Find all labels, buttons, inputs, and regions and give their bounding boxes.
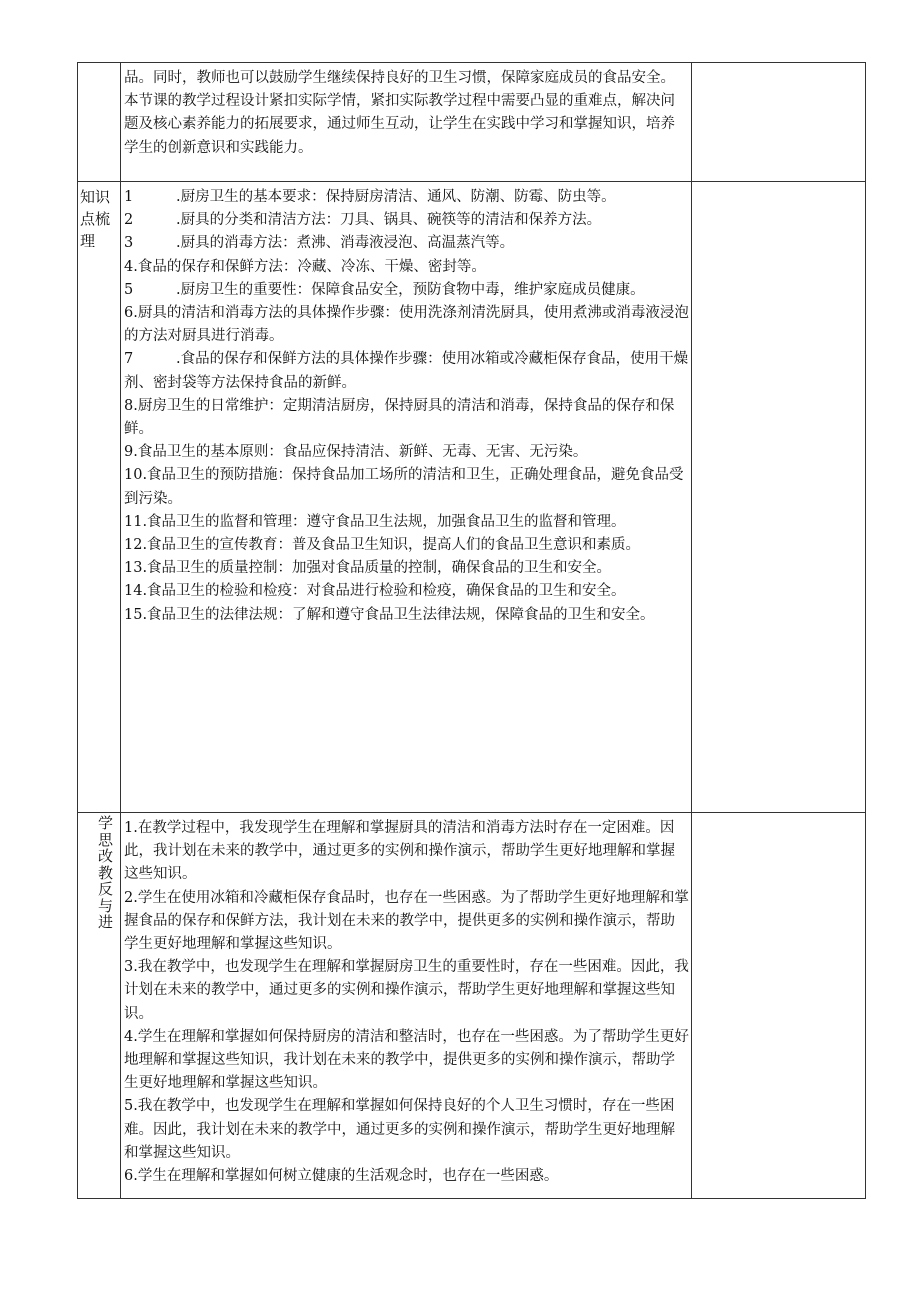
knowledge-item-text: 12.食品卫生的宣传教育：普及食品卫生知识，提高人们的食品卫生意识和素质。	[124, 537, 641, 554]
knowledge-item-text: 10.食品卫生的预防措施：保持食品加工场所的清洁和卫生，正确处理食品，避免食品受到污染。	[124, 467, 684, 507]
reflection-content-cell	[121, 813, 692, 1199]
knowledge-notes-cell	[692, 182, 866, 813]
knowledge-item-number: 2	[124, 212, 134, 229]
continuation-label-cell	[78, 63, 121, 182]
knowledge-item-text: 6.厨具的清洁和消毒方法的具体操作步骤：使用洗涤剂清洗厨具，使用煮沸或消毒液浸泡的方法对厨具进行消毒。	[124, 305, 689, 345]
knowledge-item	[124, 557, 689, 580]
reflection-label-cell	[78, 813, 121, 1199]
knowledge-item-text: .厨房卫生的基本要求：保持厨房清洁、通风、防潮、防霉、防虫等。	[176, 189, 616, 205]
reflection-item: 5.我在教学中，也发现学生在理解和掌握如何保持良好的个人卫生习惯时，存在一些困难。因此，我计划在未来的教学中，通过更多的实例和操作演示，帮助学生更好地理解和掌握这些知识。	[124, 1098, 675, 1161]
knowledge-item-text: .厨具的分类和清洁方法：刀具、锅具、碗筷等的清洁和保养方法。	[176, 212, 602, 229]
knowledge-item	[124, 534, 689, 557]
continuation-paragraph: 本节课的教学过程设计紧扣实际学情，紧扣实际教学过程中需要凸显的重难点，解决问题及核心素养能力的拓展要求，通过师生互动，让学生在实践中学习和掌握知识，培养学生的创新意识和实践能力。	[124, 93, 675, 156]
knowledge-item-text: 15.食品卫生的法律法规：了解和遵守食品卫生法律法规，保障食品的卫生和安全。	[124, 606, 655, 623]
reflection-notes-cell	[692, 813, 866, 1199]
knowledge-item-text: 4.食品的保存和保鲜方法：冷藏、冷冻、干燥、密封等。	[124, 258, 486, 275]
knowledge-item-number: 7	[124, 351, 134, 368]
knowledge-item-text: .厨具的消毒方法：煮沸、消毒液浸泡、高温蒸汽等。	[176, 235, 515, 252]
reflection-item: 6.学生在理解和掌握如何树立健康的生活观念时，也存在一些困惑。	[124, 1168, 559, 1185]
continuation-content-cell	[121, 63, 692, 182]
knowledge-label: 知识点梳理	[80, 188, 111, 250]
reflection-item: 4.学生在理解和掌握如何保持厨房的清洁和整洁时，也存在一些困惑。为了帮助学生更好地理解和掌握这些知识，我计划在未来的教学中，提供更多的实例和操作演示，帮助学生更好地理解和掌握这些知识。	[124, 1028, 689, 1092]
knowledge-item-text: .食品的保存和保鲜方法的具体操作步骤：使用冰箱或冷藏柜保存食品，使用干燥剂、密封袋等方法保持食品的新鲜。	[124, 351, 689, 391]
knowledge-item-text: 14.食品卫生的检验和检疫：对食品进行检验和检疫，确保食品的卫生和安全。	[124, 583, 626, 600]
knowledge-item	[124, 580, 689, 603]
knowledge-item	[124, 256, 689, 279]
knowledge-item	[124, 441, 689, 464]
lesson-plan-table	[77, 62, 866, 1199]
knowledge-item-text: 9.食品卫生的基本原则：食品应保持清洁、新鲜、无毒、无害、无污染。	[124, 444, 588, 461]
continuation-row	[78, 63, 866, 182]
knowledge-item-text: .厨房卫生的重要性：保障食品安全，预防食物中毒，维护家庭成员健康。	[176, 281, 645, 298]
continuation-notes-cell	[692, 63, 866, 182]
knowledge-item	[124, 302, 689, 348]
knowledge-item	[124, 395, 689, 441]
knowledge-item	[124, 186, 689, 209]
knowledge-label-cell	[78, 182, 121, 813]
knowledge-content-cell	[121, 182, 692, 813]
knowledge-item-number: 1	[124, 189, 134, 205]
knowledge-item	[124, 232, 689, 255]
knowledge-item	[124, 511, 689, 534]
continuation-paragraph: 品。同时，教师也可以鼓励学生继续保持良好的卫生习惯，保障家庭成员的食品安全。	[124, 70, 675, 86]
knowledge-item-number: 5	[124, 281, 134, 298]
knowledge-item	[124, 209, 689, 232]
reflection-item: 3.我在教学中，也发现学生在理解和掌握厨房卫生的重要性时，存在一些困难。因此，我计划在未来的教学中，通过更多的实例和操作演示，帮助学生更好地理解和掌握这些知识。	[124, 959, 689, 1022]
knowledge-item	[124, 604, 689, 627]
knowledge-row	[78, 182, 866, 813]
knowledge-item-text: 11.食品卫生的监督和管理：遵守食品卫生法规，加强食品卫生的监督和管理。	[124, 513, 626, 530]
reflection-label: 学思改教反与进	[98, 814, 114, 931]
knowledge-item-text: 8.厨房卫生的日常维护：定期清洁厨房，保持厨具的清洁和消毒，保持食品的保存和保鲜。	[124, 397, 675, 438]
reflection-item: 1.在教学过程中，我发现学生在理解和掌握厨具的清洁和消毒方法时存在一定困难。因此，我计划在未来的教学中，通过更多的实例和操作演示，帮助学生更好地理解和掌握这些知识。	[124, 820, 675, 883]
reflection-list	[121, 813, 691, 1188]
knowledge-item	[124, 348, 689, 394]
knowledge-list	[121, 182, 691, 627]
reflection-row	[78, 813, 866, 1199]
reflection-item: 2.学生在使用冰箱和冷藏柜保存食品时，也存在一些困惑。为了帮助学生更好地理解和掌握食品的保存和保鲜方法，我计划在未来的教学中，提供更多的实例和操作演示，帮助学生更好地理解和掌握这些知识。	[124, 889, 689, 953]
knowledge-item	[124, 464, 689, 510]
knowledge-item-number: 3	[124, 235, 134, 252]
knowledge-item	[124, 279, 689, 302]
knowledge-item-text: 13.食品卫生的质量控制：加强对食品质量的控制，确保食品的卫生和安全。	[124, 560, 612, 577]
